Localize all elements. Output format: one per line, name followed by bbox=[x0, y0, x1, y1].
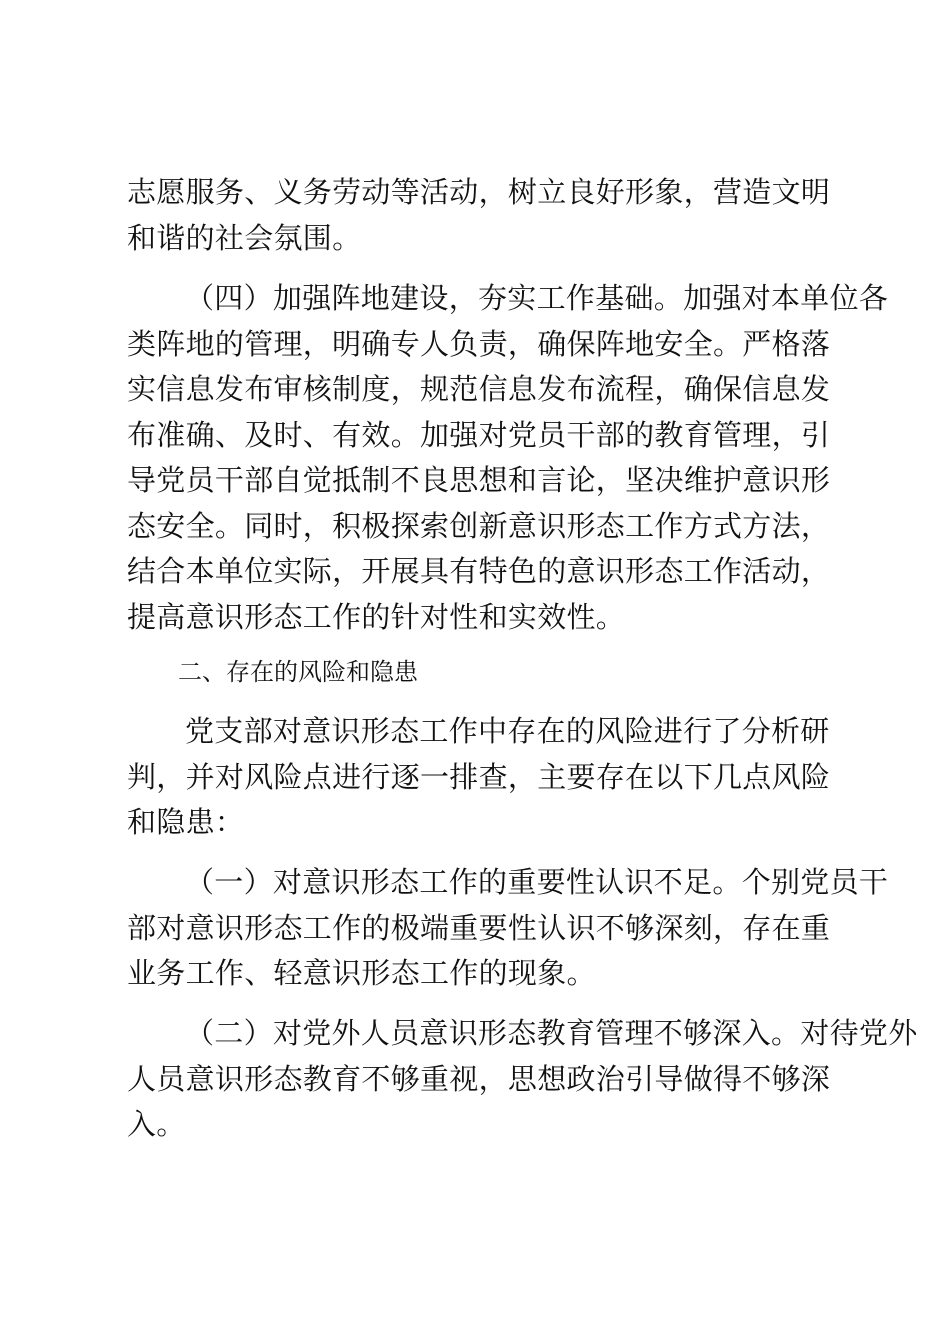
section-heading-risks: 二、存在的风险和隐患 bbox=[178, 658, 418, 686]
text-line: 提高意识形态工作的针对性和实效性。 bbox=[127, 599, 626, 634]
text-line: 志愿服务、义务劳动等活动，树立良好形象，营造文明 bbox=[127, 175, 831, 209]
text-line: 类阵地的管理，明确专人负责，确保阵地安全。严格落 bbox=[127, 326, 831, 361]
text-line: 党支部对意识形态工作中存在的风险进行了分析研 bbox=[185, 714, 830, 748]
text-line: 布准确、及时、有效。加强对党员干部的教育管理，引 bbox=[127, 417, 831, 452]
text-line: 部对意识形态工作的极端重要性认识不够深刻，存在重 bbox=[127, 910, 831, 945]
text-line: 人员意识形态教育不够重视，思想政治引导做得不够深 bbox=[127, 1061, 831, 1096]
text-line: 实信息发布审核制度，规范信息发布流程，确保信息发 bbox=[127, 372, 831, 406]
text-line: 和隐患： bbox=[127, 805, 245, 839]
paragraph-volunteer-service bbox=[127, 170, 833, 261]
text-line: （四）加强阵地建设，夯实工作基础。加强对本单位各 bbox=[185, 281, 889, 315]
paragraph-risk-1 bbox=[127, 860, 889, 997]
text-line: （二）对党外人员意识形态教育管理不够深入。对待党外 bbox=[185, 1016, 918, 1050]
text-line: 业务工作、轻意识形态工作的现象。 bbox=[127, 956, 596, 990]
paragraph-risk-intro bbox=[127, 709, 833, 846]
text-line: （一）对意识形态工作的重要性认识不足。个别党员干 bbox=[185, 865, 889, 899]
text-line: 结合本单位实际，开展具有特色的意识形态工作活动， bbox=[127, 554, 831, 588]
paragraph-risk-2 bbox=[127, 1011, 918, 1148]
text-line: 和谐的社会氛围。 bbox=[127, 220, 362, 255]
text-line: 态安全。同时，积极探索创新意识形态工作方式方法， bbox=[127, 508, 831, 543]
text-line: 入。 bbox=[127, 1107, 186, 1141]
text-line: 导党员干部自觉抵制不良思想和言论，坚决维护意识形 bbox=[127, 463, 831, 497]
text-line: 判，并对风险点进行逐一排查，主要存在以下几点风险 bbox=[127, 759, 831, 794]
paragraph-section-4 bbox=[127, 276, 889, 640]
